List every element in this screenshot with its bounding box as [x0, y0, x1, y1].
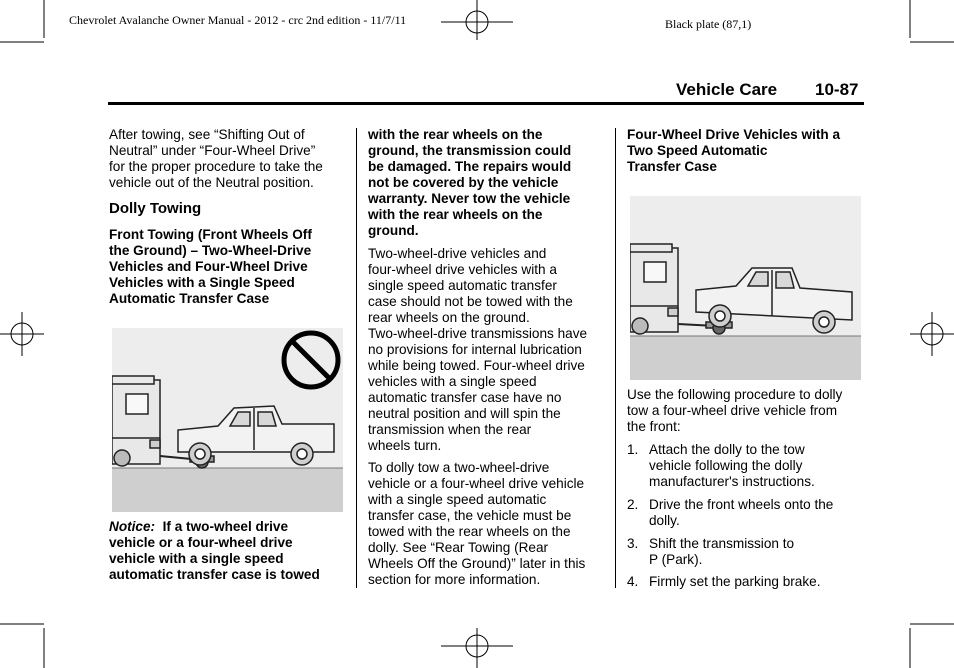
text-line: Drive the front wheels onto the [649, 497, 834, 512]
text-line: Vehicles and Four-Wheel Drive [109, 259, 308, 274]
text-line: four-wheel drive vehicles with a [368, 262, 557, 277]
text-line: vehicle following the dolly [649, 458, 803, 473]
text-line: P (Park). [649, 552, 703, 567]
list-item [627, 497, 867, 529]
list-text [649, 536, 869, 568]
text-line: manufacturer's instructions. [649, 474, 815, 489]
text-line: not be covered by the vehicle [368, 175, 559, 190]
text-line: Firmly set the parking brake. [649, 574, 821, 589]
column-divider [356, 128, 357, 588]
subheading [109, 227, 349, 307]
text-line: dolly. [649, 513, 680, 528]
text-line: Neutral” under “Four-Wheel Drive” [109, 143, 316, 158]
list-text [649, 574, 869, 590]
text-line: After towing, see “Shifting Out of [109, 127, 305, 142]
text-line: transfer case, the vehicle must be [368, 508, 572, 523]
section-heading: Dolly Towing [109, 200, 202, 217]
text-line: dolly. See “Rear Towing (Rear [368, 540, 549, 555]
text-line: Vehicles with a Single Speed [109, 275, 295, 290]
list-item [627, 536, 867, 568]
text-line: vehicle with a single speed [109, 551, 284, 566]
text-line: Transfer Case [627, 159, 717, 174]
text-line: vehicles with a single speed [368, 374, 537, 389]
text-line: wheels turn. [368, 438, 442, 453]
list-text [649, 497, 869, 529]
list-number: 3. [627, 536, 639, 551]
text-line: with a single speed automatic [368, 492, 547, 507]
list-number: 2. [627, 497, 639, 512]
text-line: Front Towing (Front Wheels Off [109, 227, 312, 242]
text-line: vehicle or a four-wheel drive [109, 535, 293, 550]
text-line: Two-wheel-drive transmissions have [368, 326, 588, 341]
text-line: be damaged. The repairs would [368, 159, 572, 174]
text-line: for the proper procedure to take the [109, 159, 323, 174]
column-divider [615, 128, 616, 588]
text-line: ground. [368, 223, 419, 238]
text-line: no provisions for internal lubrication [368, 342, 582, 357]
text-line: Shift the transmission to [649, 536, 795, 551]
paragraph [368, 246, 610, 454]
notice-label: Notice: [109, 519, 156, 534]
list-number: 1. [627, 442, 639, 457]
text-line: with the rear wheels on the [368, 207, 543, 222]
text-line: Use the following procedure to dolly [627, 387, 843, 402]
text-line: transmission when the rear [368, 422, 532, 437]
text-line: rear wheels on the ground. [368, 310, 530, 325]
list-text [649, 442, 869, 490]
text-line: Two-wheel-drive vehicles and [368, 246, 547, 261]
text-line: automatic transfer case is towed [109, 567, 320, 582]
document-info: Chevrolet Avalanche Owner Manual - 2012 - crc 2nd edition - 11/7/11 [69, 13, 407, 27]
text-line: automatic transfer case have no [368, 390, 562, 405]
section-title: Vehicle Care [676, 80, 778, 99]
text-line: neutral position and will spin the [368, 406, 561, 421]
paragraph [109, 127, 349, 191]
text-line: ground, the transmission could [368, 143, 572, 158]
text-line: vehicle or a four-wheel drive vehicle [368, 476, 585, 491]
paragraph [627, 387, 867, 435]
list-number: 4. [627, 574, 639, 589]
text-line: warranty. Never tow the vehicle [368, 191, 571, 206]
text-line: case should not be towed with the [368, 294, 573, 309]
notice-text: If a two-wheel drive [162, 519, 289, 534]
text-line: towed with the rear wheels on the [368, 524, 571, 539]
prohibited-tow-illustration [112, 328, 343, 512]
notice-continued [368, 127, 610, 239]
text-line: tow a four-wheel drive vehicle from [627, 403, 838, 418]
text-line: Wheels Off the Ground)” later in this [368, 556, 586, 571]
text-line: section for more information. [368, 572, 541, 587]
text-line: while being towed. Four-wheel drive [368, 358, 585, 373]
plate-label: Black plate (87,1) [665, 17, 752, 31]
text-line: Two Speed Automatic [627, 143, 768, 158]
text-line: the Ground) – Two-Wheel-Drive [109, 243, 312, 258]
text-line: Automatic Transfer Case [109, 291, 270, 306]
notice [109, 519, 353, 583]
text-line: Four-Wheel Drive Vehicles with a [627, 127, 841, 142]
list-item [627, 574, 867, 590]
notice-line [109, 519, 353, 535]
subheading [627, 127, 867, 175]
text-line: To dolly tow a two-wheel-drive [368, 460, 550, 475]
text-line: Attach the dolly to the tow [649, 442, 805, 457]
text-line: vehicle out of the Neutral position. [109, 175, 314, 190]
header-rule [108, 102, 864, 105]
text-line: single speed automatic transfer [368, 278, 557, 293]
list-item [627, 442, 867, 490]
dolly-tow-illustration [630, 196, 861, 380]
text-line: with the rear wheels on the [368, 127, 543, 142]
paragraph [368, 460, 610, 588]
page-number: 10-87 [815, 80, 859, 99]
text-line: the front: [627, 419, 681, 434]
